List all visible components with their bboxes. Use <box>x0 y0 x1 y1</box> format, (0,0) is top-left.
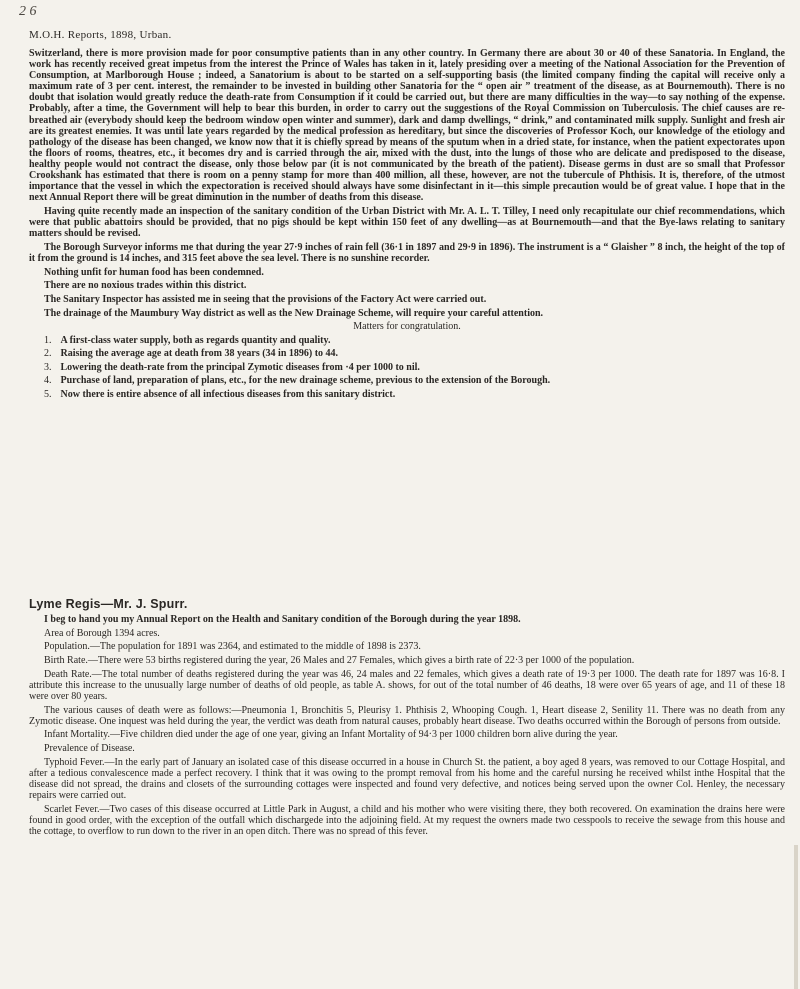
paragraph-drainage: The drainage of the Maumbury Way district as well as the New Drainage Scheme, will require your careful attention. <box>44 307 544 319</box>
list-item: 4. Purchase of land, preparation of plans, etc., for the new drainage scheme, previous to the extension of the Borough. <box>44 375 551 387</box>
list-item: 3. Lowering the death-rate from the principal Zymotic diseases from ·4 per 1000 to nil. <box>44 361 420 373</box>
list-item: 1. A first-class water supply, both as regards quantity and quality. <box>44 335 331 346</box>
paragraph-food: Nothing unfit for human food has been condemned. <box>44 266 264 278</box>
paragraph-inspection: Having quite recently made an inspection of the sanitary condition of the Urban District with Mr. A. L. T. Tilley, I need only recapitulate our chief recommendations, which were that public abattoirs should be provided, that no pigs should be kept within 150 feet of any dwelling—as at Bournemouth—and that the Bye-laws relating to sanitary matters should be revised. <box>29 205 785 240</box>
paragraph-factory-act: The Sanitary Inspector has assisted me in seeing that the provisions of the Factory Act were carried out. <box>44 293 487 305</box>
congratulation-list <box>29 335 785 400</box>
paragraph-typhoid: Typhoid Fever.—In the early part of January an isolated case of this disease occurred in a house in Church St. the patient, a boy aged 8 years, was removed to our Cottage Hospital, and after a tedious convalescence made a perfect recovery. I think that it was owing to the prompt removal from his home and the careful nursing he received whilst inthe Hospital that the disease did not spread, the drains and closets of the surrounding cottages were inspected and found very defective, and notices being served upon the owner Col. Henley, the necessary repairs were carried out. <box>29 756 785 802</box>
page-edge-shadow <box>794 845 798 989</box>
paragraph-population: Population.—The population for 1891 was 2364, and estimated to the middle of 1898 is 2373. <box>44 641 421 653</box>
lyme-regis-heading: Lyme Regis—Mr. J. Spurr. <box>29 597 188 611</box>
list-item: 2. Raising the average age at death from 38 years (34 in 1896) to 44. <box>44 348 339 360</box>
paragraph-prevalence-heading: Prevalence of Disease. <box>44 743 135 755</box>
paragraph-noxious-trades: There are no noxious trades within this district. <box>44 280 247 292</box>
top-section <box>29 48 785 402</box>
paragraph-causes: The various causes of death were as follows:—Pneumonia 1, Bronchitis 5, Pleurisy 1. Phthisis 2, Whooping Cough. 1, Heart disease 2, Senility 11. There was no death from any Zymotic disease. One inquest was held during the year, the verdict was death from natural causes, probably heart disease. Two deaths occurred within the Borough of persons from outside. <box>29 704 785 727</box>
paragraph-sanatoria: Switzerland, there is more provision made for poor consumptive patients than in any other country. In Germany there are about 30 or 40 of these Sanatoria. In England, the work has recently received great impetus from the interest the Prince of Wales has taken in it, lately presiding over a meeting of the National Association for the Prevention of Consumption, at Marlborough House ; indeed, a Sanatorium is about to be started on a self-supporting basis (the limited company finding the capital will receive only a maximum rate of 3 per cent. interest, the remainder to be invested in building other Sanatoria for the “ open air ” treatment of the disease, as at Bournemouth). There is no doubt that isolation would greatly reduce the death-rate from Consumption if it could be carried out, but there are many difficulties in the way—to say nothing of the expense. Probably, after a time, the Government will help to bear this burden, in order to carry out the suggestions of the Royal Commission on Tuberculosis. The chief causes are re-breathed air (everybody should keep the bedroom window open winter and summer), dark and damp dwellings, “ drink,” and contaminated milk supply. Sunlight and fresh air are its greatest enemies. It was until late years regarded by the medical profession as hereditary, but since the discoveries of Professor Koch, our knowledge of the etiology and pathology of the disease has been changed, we know now that it is chiefly spread by means of the sputum when in a dried state, for instance, when the patient expectorates upon the floors of rooms, theatres, etc., it becomes dry and is carried through the air, mixed with the dust, into the lungs of those who are delicate and predisposed to the disease, healthy people would not contract the disease, only those below par (it is not communicated by the breath of the patient). Disease germs in dust are so small that Professor Crookshank has estimated that there is room on a penny stamp for more than 400 million, all these, however, are not the tubercule of Phthisis. It is, therefore, of the utmost importance that the vessel in which the expectoration is received should always have some disinfectant in it—this simple precaution would be of great value. I hope that in the next Annual Report there will be great diminution in the number of deaths from this disease. <box>29 48 785 204</box>
lyme-section <box>29 614 785 840</box>
paragraph-area: Area of Borough 1394 acres. <box>44 627 160 639</box>
page-number: 2 6 <box>19 4 37 19</box>
paragraph-death-rate: Death Rate.—The total number of deaths registered during the year was 46, 24 males and 22 females, which gives a death rate of 19·3 per 1000. The death rate for 1897 was 16·8. I attribute this increase to the unusually large number of deaths of old people, as table A. shows, for out of the total number of 46 deaths, 18 were over 65 years of age, and 11 of these 18 were over 80 years. <box>29 668 785 702</box>
list-item: 5. Now there is entire absence of all infectious diseases from this sanitary district. <box>44 388 396 400</box>
paragraph-intro: I beg to hand you my Annual Report on the Health and Sanitary condition of the Borough during the year 1898. <box>44 614 521 625</box>
paragraph-scarlet-fever: Scarlet Fever.—Two cases of this disease occurred at Little Park in August, a child and his mother who were visiting there, they both recovered. On examination the drains here were found in good order, with the exception of the outfall which dischargede into the adjoining field. At my request the owners made two cesspools to receive the sewage from this house and the cottage, to overflow to run down to the river in an open ditch. There was no spread of this fever. <box>29 803 785 837</box>
paragraph-birth-rate: Birth Rate.—There were 53 births registered during the year, 26 Males and 27 Females, which gives a birth rate of 22·3 per 1000 of the population. <box>44 655 635 667</box>
paragraph-rainfall: The Borough Surveyor informs me that during the year 27·9 inches of rain fell (36·1 in 1897 and 29·9 in 1896). The instrument is a “ Glaisher ” 8 inch, the height of the top of it from the ground is 14 inches, and 315 feet above the sea level. There is no sunshine recorder. <box>29 241 785 264</box>
paragraph-infant-mortality: Infant Mortality.—Five children died under the age of one year, giving an Infant Mortality of 94·3 per 1000 children born alive during the year. <box>44 729 618 741</box>
congratulation-heading: Matters for congratulation. <box>353 321 461 333</box>
running-header: M.O.H. Reports, 1898, Urban. <box>29 29 172 41</box>
